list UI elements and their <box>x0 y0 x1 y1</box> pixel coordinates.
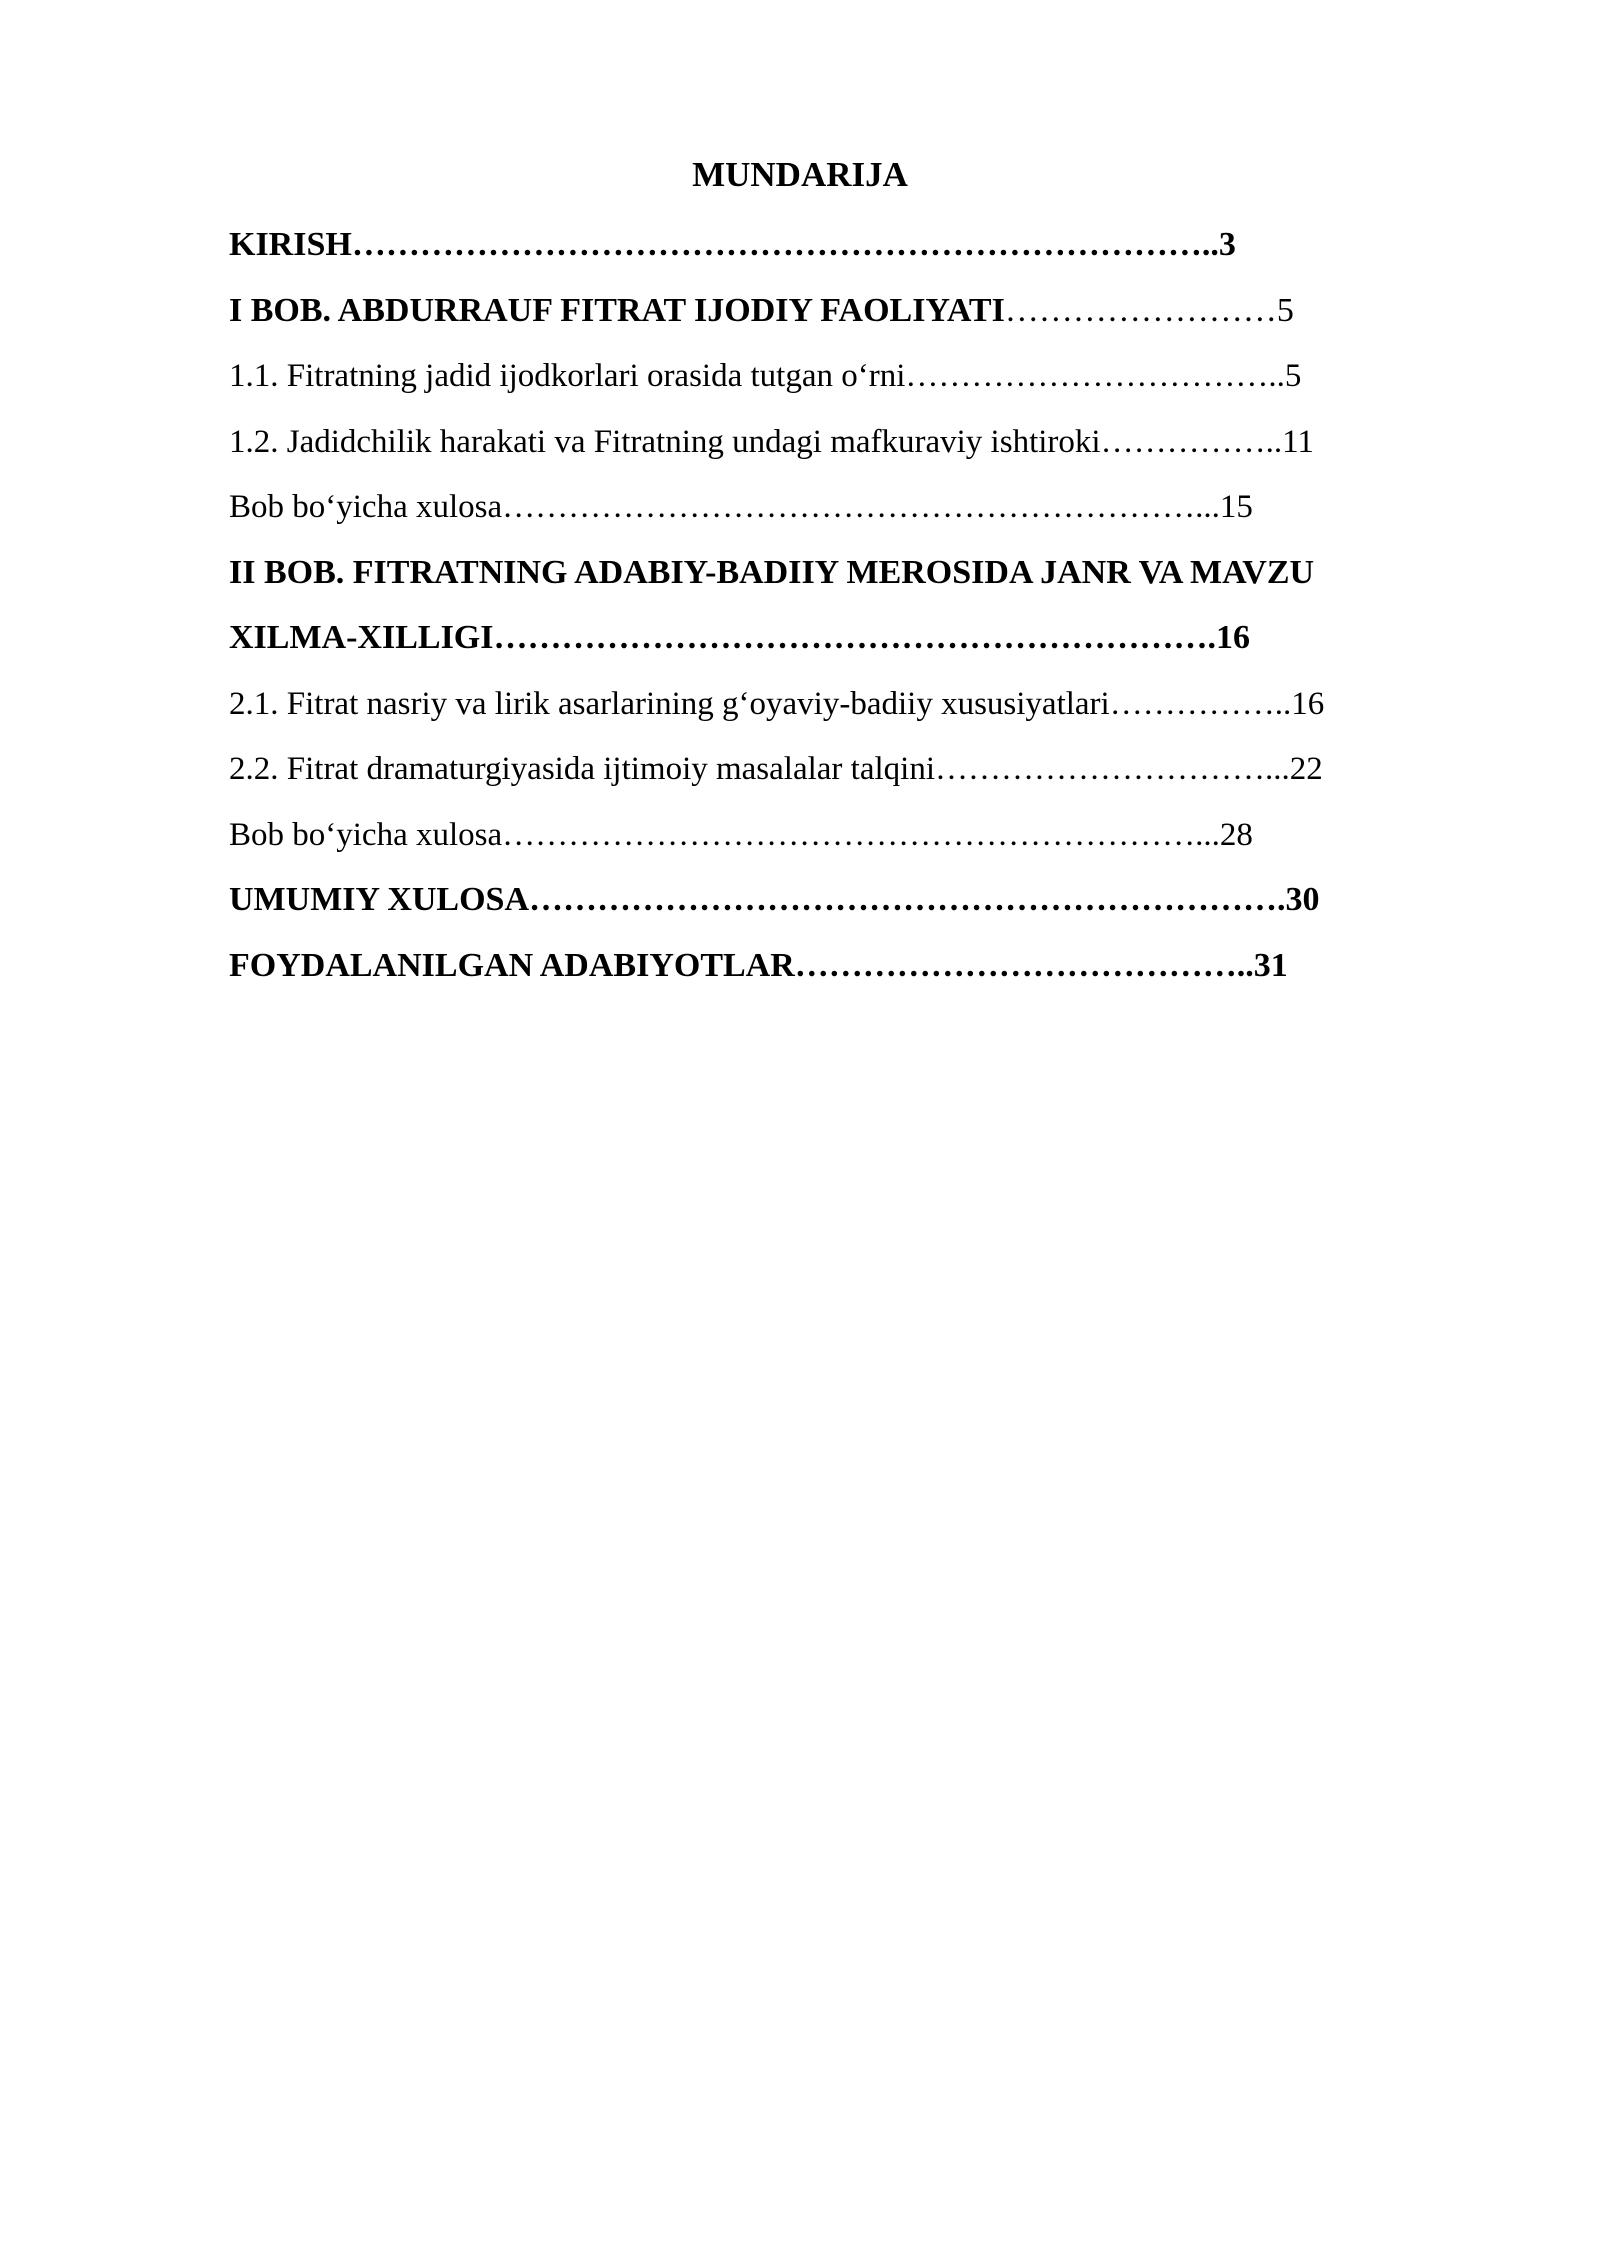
toc-entry-leader: …………………… <box>1004 291 1277 329</box>
toc-entry-page: ..16 <box>1274 685 1325 722</box>
toc-entry[interactable] <box>229 870 1489 936</box>
toc-entry-label: I BOB. ABDURRAUF FITRAT IJODIY FAOLIYATI <box>229 291 1005 329</box>
toc-entry-leader: …………… <box>1109 685 1275 722</box>
toc-entry-page: ...15 <box>1195 489 1253 525</box>
toc-entry-label: KIRISH <box>229 226 352 263</box>
toc-entry-leader: ………………………………………………………… <box>529 881 1278 918</box>
toc-entry[interactable] <box>229 739 1489 805</box>
toc-entry-label: FOYDALANILGAN ADABIYOTLAR <box>229 946 795 984</box>
toc-entry[interactable] <box>229 936 1489 1002</box>
toc-title: MUNDARIJA <box>692 155 908 194</box>
toc-entry-label: UMUMIY XULOSA <box>229 881 530 918</box>
toc-entry-page: ...28 <box>1195 816 1253 853</box>
toc-entry-label: 2.1. Fitrat nasriy va lirik asarlarining g‘oyaviy-badiiy xususiyatlari <box>229 685 1110 722</box>
toc-entry[interactable] <box>229 608 1489 674</box>
toc-entry-label: 1.2. Jadidchilik harakati va Fitratning undagi mafkuraviy ishtiroki <box>229 423 1101 460</box>
toc-entry-page: .16 <box>1207 619 1250 656</box>
table-of-contents <box>229 215 1489 1001</box>
toc-entry-leader: ……………………………………………………… <box>502 489 1196 525</box>
toc-entry-leader: ………………………………………………………………… <box>351 226 1202 263</box>
toc-entry-leader: …………… <box>1100 423 1266 460</box>
toc-entry-label: Bob bo‘yicha xulosa <box>229 816 503 853</box>
toc-entry-page: ..31 <box>1236 946 1288 984</box>
toc-entry[interactable] <box>229 215 1489 281</box>
toc-entry-page: ..11 <box>1265 423 1314 460</box>
toc-entry-page: ..5 <box>1268 358 1302 394</box>
toc-entry[interactable] <box>229 805 1489 871</box>
toc-entry-label: 2.2. Fitrat dramaturgiyasida ijtimoiy masalalar talqini <box>229 751 935 787</box>
toc-entry[interactable] <box>229 346 1489 412</box>
toc-entry[interactable] <box>229 281 1489 347</box>
toc-entry-label: Bob bo‘yicha xulosa <box>229 489 503 525</box>
toc-entry[interactable] <box>229 543 1489 609</box>
toc-entry-page: 5 <box>1276 291 1294 329</box>
toc-entry-leader: ………………………………… <box>794 946 1237 984</box>
toc-entry-leader: ……………………………………………………… <box>493 619 1208 656</box>
toc-entry-leader: …………………………… <box>905 358 1269 394</box>
toc-entry-leader: ……………………………………………………… <box>502 816 1196 853</box>
toc-entry-label: II BOB. FITRATNING ADABIY-BADIIY MEROSIDA JANR VA MAVZU <box>229 553 1315 591</box>
toc-entry-leader: ………………………… <box>935 751 1265 787</box>
toc-entry[interactable] <box>229 674 1489 740</box>
toc-entry-page: ..3 <box>1201 226 1236 263</box>
toc-entry-page: ...22 <box>1265 751 1323 787</box>
toc-entry-label: 1.1. Fitratning jadid ijodkorlari orasida tutgan o‘rni <box>229 358 906 394</box>
toc-entry-label: XILMA-XILLIGI <box>229 619 494 656</box>
toc-entry-page: .30 <box>1277 881 1320 918</box>
toc-entry[interactable] <box>229 412 1489 478</box>
toc-entry[interactable] <box>229 477 1489 543</box>
